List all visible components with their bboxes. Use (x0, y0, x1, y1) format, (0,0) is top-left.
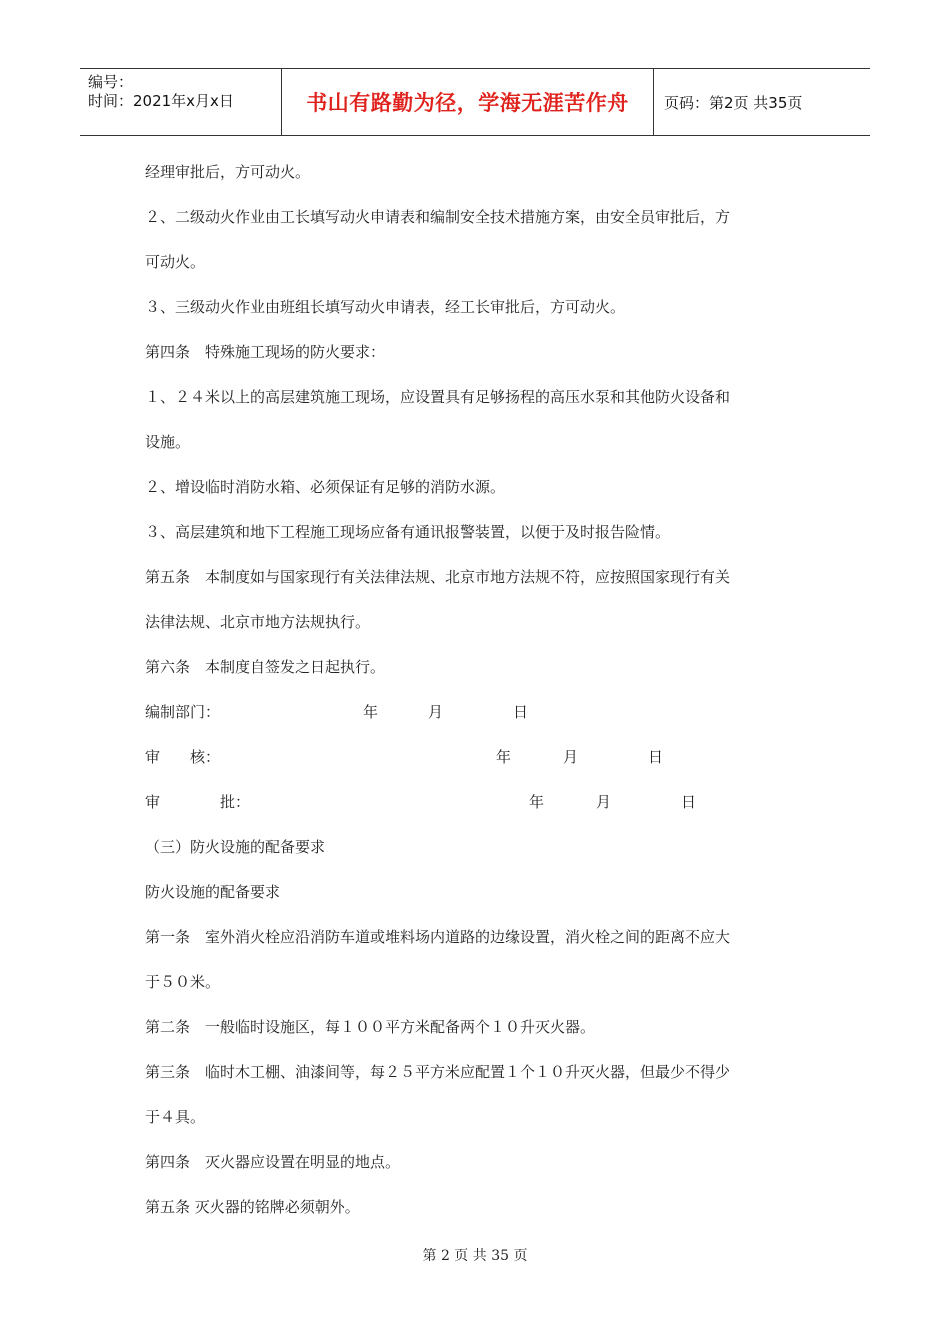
article-heading: 第二条 一般临时设施区，每１００平方米配备两个１０升灭火器。 (145, 1018, 596, 1036)
header-page-info: 页码：第2页 共35页 (664, 93, 803, 112)
signature-year: 年 (529, 793, 545, 811)
article-heading: 第五条 灭火器的铭牌必须朝外。 (145, 1198, 360, 1216)
article-heading: 第四条 灭火器应设置在明显的地点。 (145, 1153, 401, 1171)
article-heading: 第四条 特殊施工现场的防火要求： (145, 343, 386, 361)
paragraph-line: ２、增设临时消防水箱、必须保证有足够的消防水源。 (145, 478, 506, 496)
signature-line-approval (145, 780, 805, 825)
signature-month: 月 (428, 703, 444, 721)
page-footer: 第 2 页 共 35 页 (422, 1248, 528, 1264)
paragraph-line: 法律法规、北京市地方法规执行。 (145, 613, 371, 631)
signature-label: 审 核： (145, 748, 221, 766)
article-heading: 第一条 室外消火栓应沿消防车道或堆料场内道路的边缘设置，消火栓之间的距离不应大 (145, 928, 731, 946)
paragraph-line: ３、三级动火作业由班组长填写动火申请表，经工长审批后，方可动火。 (145, 298, 626, 316)
paragraph-line: 设施。 (145, 433, 191, 451)
signature-month: 月 (563, 748, 579, 766)
paragraph-line: 于４具。 (145, 1108, 206, 1126)
document-body (145, 150, 805, 1230)
paragraph-line: 可动火。 (145, 253, 206, 271)
section-subheading: 防火设施的配备要求 (145, 883, 281, 901)
signature-day: 日 (681, 793, 697, 811)
paragraph-line: 经理审批后，方可动火。 (145, 163, 311, 181)
paragraph-line: ２、二级动火作业由工长填写动火申请表和编制安全技术措施方案，由安全员审批后，方 (145, 208, 731, 226)
signature-label: 编制部门： (145, 703, 221, 721)
page-header (80, 68, 870, 136)
signature-day: 日 (648, 748, 664, 766)
article-heading: 第三条 临时木工棚、油漆间等，每２５平方米应配置１个１０升灭火器，但最少不得少 (145, 1063, 731, 1081)
article-heading: 第六条 本制度自签发之日起执行。 (145, 658, 386, 676)
signature-line-review (145, 735, 805, 780)
article-heading: 第五条 本制度如与国家现行有关法律法规、北京市地方法规不符，应按照国家现行有关 (145, 568, 731, 586)
signature-year: 年 (496, 748, 512, 766)
signature-day: 日 (513, 703, 529, 721)
header-motto: 书山有路勤为径，学海无涯苦作舟 (281, 69, 654, 135)
signature-month: 月 (596, 793, 612, 811)
signature-label: 审 批： (145, 793, 251, 811)
paragraph-line: １、２４米以上的高层建筑施工现场，应设置具有足够扬程的高压水泵和其他防火设备和 (145, 388, 731, 406)
header-meta (80, 69, 281, 135)
section-heading: （三）防火设施的配备要求 (145, 838, 326, 856)
paragraph-line: 于５０米。 (145, 973, 221, 991)
document-time-label: 时间：2021年x月x日 (88, 92, 234, 110)
document-number-label: 编号： (88, 73, 134, 91)
signature-year: 年 (363, 703, 379, 721)
paragraph-line: ３、高层建筑和地下工程施工现场应备有通讯报警装置，以便于及时报告险情。 (145, 523, 671, 541)
signature-line-department (145, 690, 805, 735)
